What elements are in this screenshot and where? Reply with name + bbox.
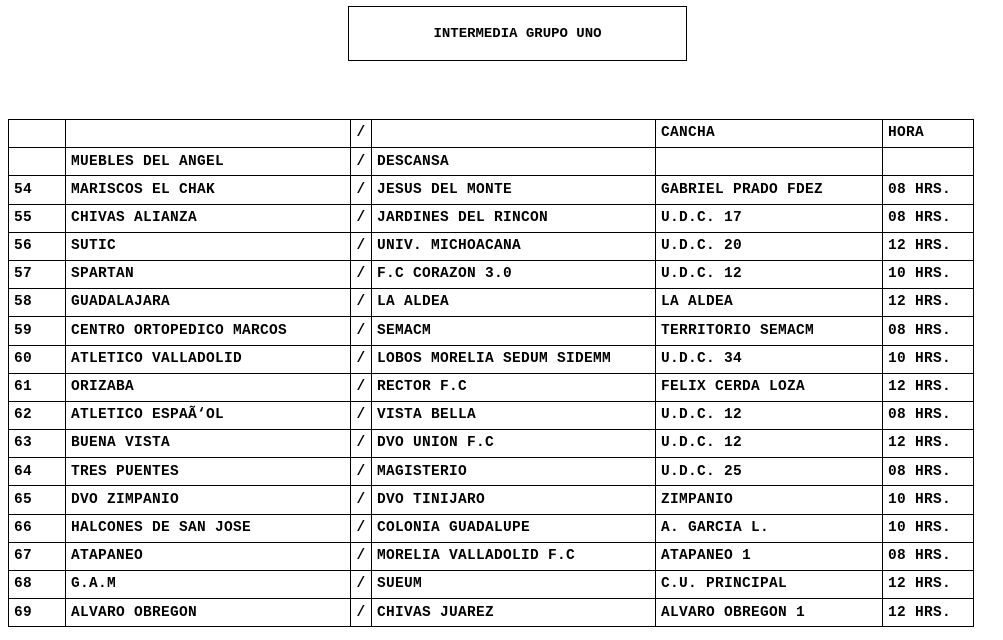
table-header-row bbox=[9, 120, 974, 148]
away-team-cell: UNIV. MICHOACANA bbox=[372, 232, 656, 260]
away-team-cell: COLONIA GUADALUPE bbox=[372, 514, 656, 542]
separator-cell: / bbox=[351, 345, 372, 373]
field-cell: U.D.C. 17 bbox=[656, 204, 883, 232]
match-number-cell: 55 bbox=[9, 204, 66, 232]
field-cell: U.D.C. 34 bbox=[656, 345, 883, 373]
separator-cell: / bbox=[351, 232, 372, 260]
match-number-cell: 68 bbox=[9, 571, 66, 599]
separator-cell: / bbox=[351, 571, 372, 599]
home-team-cell: ATLETICO ESPAÃ‘OL bbox=[66, 401, 351, 429]
field-cell: FELIX CERDA LOZA bbox=[656, 373, 883, 401]
time-cell: 10 HRS. bbox=[883, 486, 974, 514]
separator-cell: / bbox=[351, 514, 372, 542]
match-number-cell: 58 bbox=[9, 289, 66, 317]
time-cell: 10 HRS. bbox=[883, 345, 974, 373]
home-team-cell: DVO ZIMPANIO bbox=[66, 486, 351, 514]
time-cell: 10 HRS. bbox=[883, 514, 974, 542]
away-team-cell: MORELIA VALLADOLID F.C bbox=[372, 542, 656, 570]
away-team-cell: LOBOS MORELIA SEDUM SIDEMM bbox=[372, 345, 656, 373]
match-number-cell: 54 bbox=[9, 176, 66, 204]
header-hora: HORA bbox=[883, 120, 974, 148]
match-number-cell: 57 bbox=[9, 260, 66, 288]
time-cell: 08 HRS. bbox=[883, 401, 974, 429]
home-team-cell: BUENA VISTA bbox=[66, 430, 351, 458]
away-team-cell: F.C CORAZON 3.0 bbox=[372, 260, 656, 288]
header-home bbox=[66, 120, 351, 148]
time-cell bbox=[883, 148, 974, 176]
table-row bbox=[9, 232, 974, 260]
match-number-cell: 56 bbox=[9, 232, 66, 260]
away-team-cell: JARDINES DEL RINCON bbox=[372, 204, 656, 232]
away-team-cell: DVO UNION F.C bbox=[372, 430, 656, 458]
separator-cell: / bbox=[351, 204, 372, 232]
header-num bbox=[9, 120, 66, 148]
home-team-cell: ALVARO OBREGON bbox=[66, 599, 351, 627]
home-team-cell: MUEBLES DEL ANGEL bbox=[66, 148, 351, 176]
away-team-cell: SUEUM bbox=[372, 571, 656, 599]
home-team-cell: SUTIC bbox=[66, 232, 351, 260]
time-cell: 12 HRS. bbox=[883, 373, 974, 401]
table-row bbox=[9, 148, 974, 176]
header-away bbox=[372, 120, 656, 148]
away-team-cell: LA ALDEA bbox=[372, 289, 656, 317]
away-team-cell: VISTA BELLA bbox=[372, 401, 656, 429]
separator-cell: / bbox=[351, 486, 372, 514]
table-row bbox=[9, 486, 974, 514]
time-cell: 12 HRS. bbox=[883, 599, 974, 627]
home-team-cell: CHIVAS ALIANZA bbox=[66, 204, 351, 232]
header-cancha: CANCHA bbox=[656, 120, 883, 148]
match-number-cell: 66 bbox=[9, 514, 66, 542]
table-row bbox=[9, 458, 974, 486]
away-team-cell: JESUS DEL MONTE bbox=[372, 176, 656, 204]
home-team-cell: ATLETICO VALLADOLID bbox=[66, 345, 351, 373]
separator-cell: / bbox=[351, 148, 372, 176]
separator-cell: / bbox=[351, 260, 372, 288]
time-cell: 10 HRS. bbox=[883, 260, 974, 288]
table-row bbox=[9, 260, 974, 288]
page-title-text: INTERMEDIA GRUPO UNO bbox=[433, 25, 602, 42]
field-cell: U.D.C. 12 bbox=[656, 430, 883, 458]
header-separator: / bbox=[351, 120, 372, 148]
time-cell: 08 HRS. bbox=[883, 458, 974, 486]
away-team-cell: MAGISTERIO bbox=[372, 458, 656, 486]
home-team-cell: G.A.M bbox=[66, 571, 351, 599]
time-cell: 08 HRS. bbox=[883, 176, 974, 204]
separator-cell: / bbox=[351, 289, 372, 317]
table-row bbox=[9, 430, 974, 458]
table-row bbox=[9, 289, 974, 317]
match-number-cell bbox=[9, 148, 66, 176]
field-cell: A. GARCIA L. bbox=[656, 514, 883, 542]
home-team-cell: CENTRO ORTOPEDICO MARCOS bbox=[66, 317, 351, 345]
schedule-table bbox=[8, 119, 974, 627]
home-team-cell: TRES PUENTES bbox=[66, 458, 351, 486]
match-number-cell: 62 bbox=[9, 401, 66, 429]
time-cell: 08 HRS. bbox=[883, 542, 974, 570]
away-team-cell: DESCANSA bbox=[372, 148, 656, 176]
field-cell: U.D.C. 12 bbox=[656, 401, 883, 429]
page-title bbox=[348, 6, 687, 61]
field-cell: U.D.C. 25 bbox=[656, 458, 883, 486]
table-row bbox=[9, 401, 974, 429]
away-team-cell: DVO TINIJARO bbox=[372, 486, 656, 514]
away-team-cell: CHIVAS JUAREZ bbox=[372, 599, 656, 627]
separator-cell: / bbox=[351, 430, 372, 458]
match-number-cell: 63 bbox=[9, 430, 66, 458]
separator-cell: / bbox=[351, 599, 372, 627]
field-cell: C.U. PRINCIPAL bbox=[656, 571, 883, 599]
time-cell: 12 HRS. bbox=[883, 289, 974, 317]
table-row bbox=[9, 571, 974, 599]
home-team-cell: HALCONES DE SAN JOSE bbox=[66, 514, 351, 542]
separator-cell: / bbox=[351, 542, 372, 570]
table-row bbox=[9, 345, 974, 373]
field-cell: ALVARO OBREGON 1 bbox=[656, 599, 883, 627]
time-cell: 12 HRS. bbox=[883, 232, 974, 260]
home-team-cell: ATAPANEO bbox=[66, 542, 351, 570]
field-cell: ZIMPANIO bbox=[656, 486, 883, 514]
field-cell: TERRITORIO SEMACM bbox=[656, 317, 883, 345]
separator-cell: / bbox=[351, 458, 372, 486]
field-cell: U.D.C. 20 bbox=[656, 232, 883, 260]
home-team-cell: SPARTAN bbox=[66, 260, 351, 288]
separator-cell: / bbox=[351, 401, 372, 429]
separator-cell: / bbox=[351, 176, 372, 204]
home-team-cell: MARISCOS EL CHAK bbox=[66, 176, 351, 204]
field-cell: U.D.C. 12 bbox=[656, 260, 883, 288]
table-row bbox=[9, 317, 974, 345]
table-row bbox=[9, 514, 974, 542]
home-team-cell: GUADALAJARA bbox=[66, 289, 351, 317]
separator-cell: / bbox=[351, 317, 372, 345]
field-cell: LA ALDEA bbox=[656, 289, 883, 317]
match-number-cell: 67 bbox=[9, 542, 66, 570]
field-cell: ATAPANEO 1 bbox=[656, 542, 883, 570]
field-cell bbox=[656, 148, 883, 176]
match-number-cell: 65 bbox=[9, 486, 66, 514]
field-cell: GABRIEL PRADO FDEZ bbox=[656, 176, 883, 204]
table-row bbox=[9, 599, 974, 627]
time-cell: 08 HRS. bbox=[883, 317, 974, 345]
time-cell: 12 HRS. bbox=[883, 430, 974, 458]
match-number-cell: 61 bbox=[9, 373, 66, 401]
time-cell: 12 HRS. bbox=[883, 571, 974, 599]
table-row bbox=[9, 176, 974, 204]
away-team-cell: SEMACM bbox=[372, 317, 656, 345]
time-cell: 08 HRS. bbox=[883, 204, 974, 232]
home-team-cell: ORIZABA bbox=[66, 373, 351, 401]
match-number-cell: 69 bbox=[9, 599, 66, 627]
table-row bbox=[9, 542, 974, 570]
separator-cell: / bbox=[351, 373, 372, 401]
match-number-cell: 60 bbox=[9, 345, 66, 373]
table-row bbox=[9, 373, 974, 401]
match-number-cell: 59 bbox=[9, 317, 66, 345]
away-team-cell: RECTOR F.C bbox=[372, 373, 656, 401]
table-row bbox=[9, 204, 974, 232]
match-number-cell: 64 bbox=[9, 458, 66, 486]
